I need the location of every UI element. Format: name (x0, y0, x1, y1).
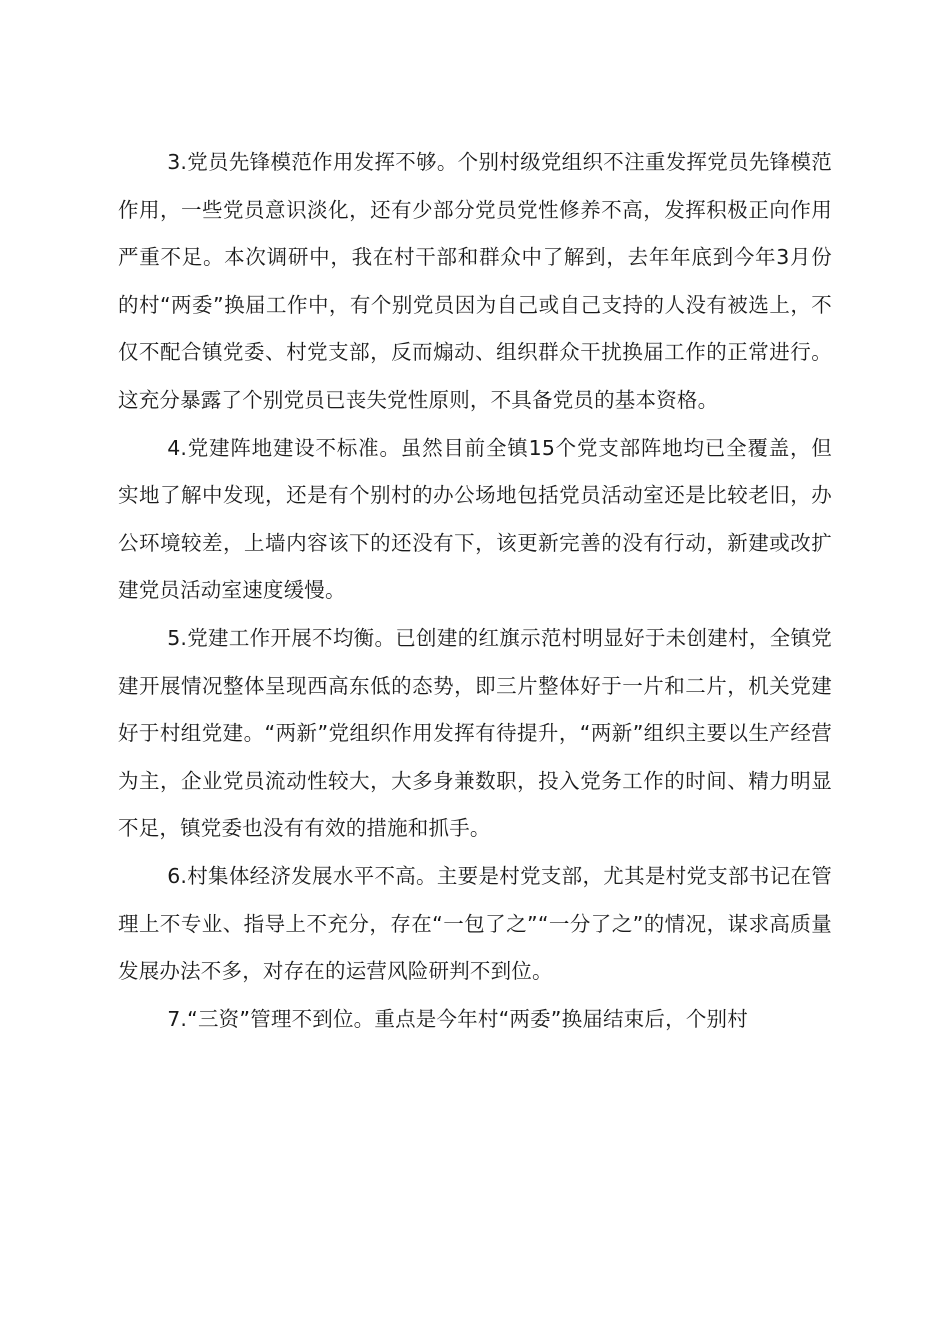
paragraph-4-party-building-venue: 4.党建阵地建设不标准。虽然目前全镇15个党支部阵地均已全覆盖，但实地了解中发现，还是有个别村的办公场地包括党员活动室还是比较老旧，办公环境较差，上墙内容该下的还没有下，该更新完善的没有行动，新建或改扩建党员活动室速度缓慢。 (118, 435, 832, 603)
document-body (118, 139, 832, 1043)
paragraph-3-party-member-role: 3.党员先锋模范作用发挥不够。个别村级党组织不注重发挥党员先锋模范作用，一些党员意识淡化，还有少部分党员党性修养不高，发挥积极正向作用严重不足。本次调研中，我在村干部和群众中了解到，去年年底到今年3月份的村“两委”换届工作中，有个别党员因为自己或自己支持的人没有被选上，不仅不配合镇党委、村党支部，反而煽动、组织群众干扰换届工作的正常进行。这充分暴露了个别党员已丧失党性原则，不具备党员的基本资格。 (118, 150, 832, 412)
paragraph-5-party-building-balance: 5.党建工作开展不均衡。已创建的红旗示范村明显好于未创建村，全镇党建开展情况整体呈现西高东低的态势，即三片整体好于一片和二片，机关党建好于村组党建。“两新”党组织作用发挥有待提升，“两新”组织主要以生产经营为主，企业党员流动性较大，大多身兼数职，投入党务工作的时间、精力明显不足，镇党委也没有有效的措施和抓手。 (118, 625, 832, 841)
paragraph-6-village-economy: 6.村集体经济发展水平不高。主要是村党支部，尤其是村党支部书记在管理上不专业、指导上不充分，存在“一包了之”“一分了之”的情况，谋求高质量发展办法不多，对存在的运营风险研判不到位。 (118, 863, 832, 984)
paragraph-7-three-assets-management: 7.“三资”管理不到位。重点是今年村“两委”换届结束后，个别村 (167, 1006, 748, 1031)
